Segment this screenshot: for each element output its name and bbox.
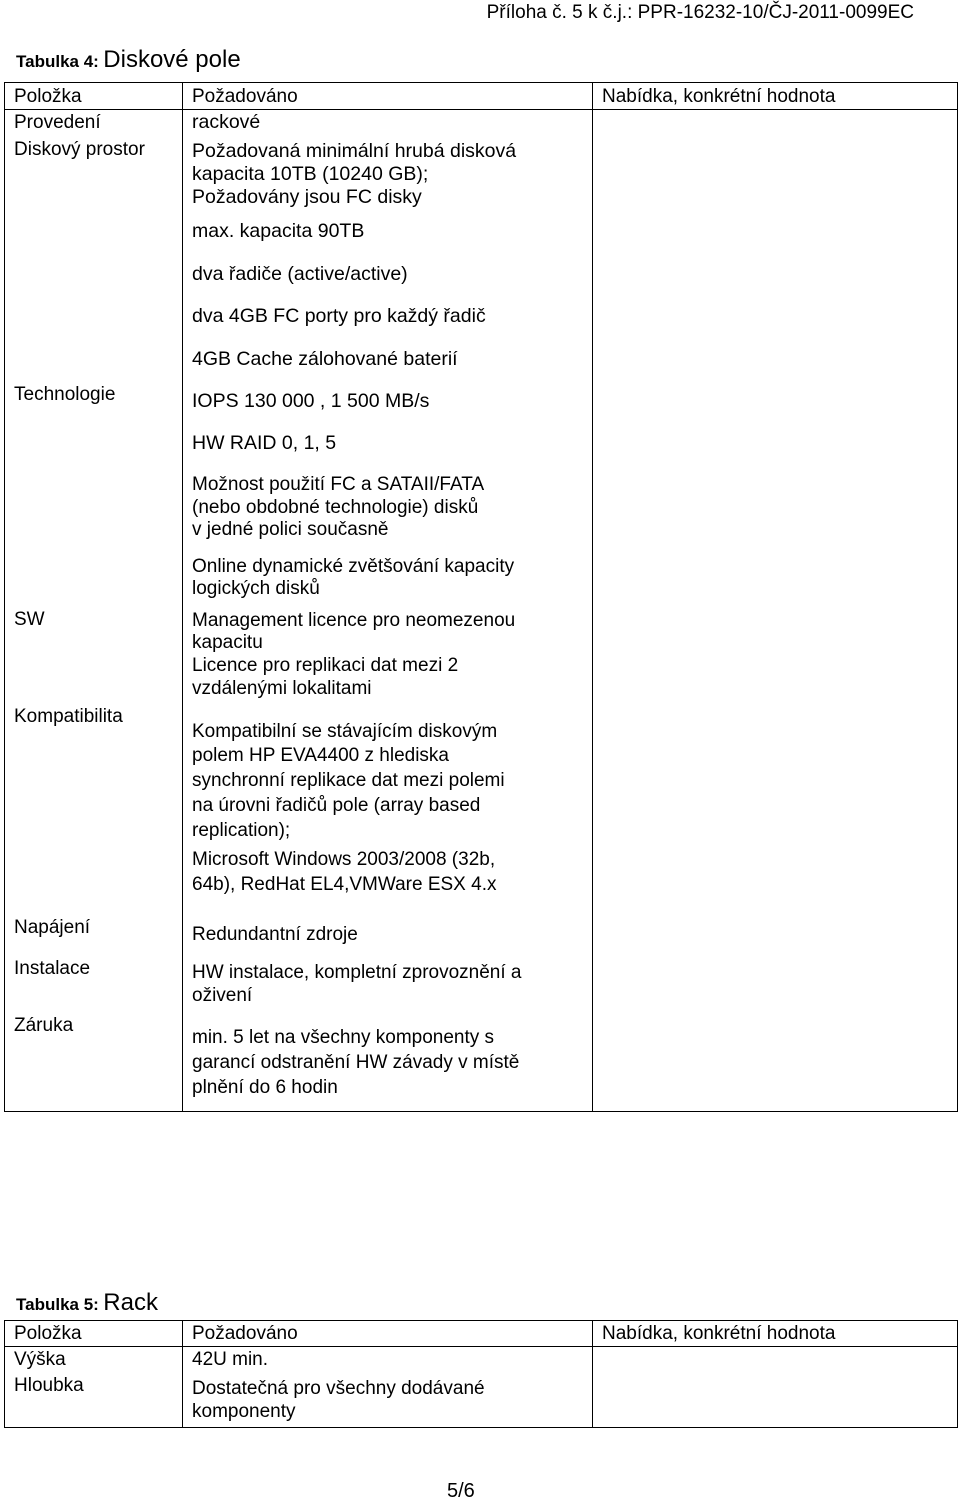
technologie-mixed-disks-line2: (nebo obdobné technologie) disků bbox=[192, 497, 479, 518]
row-hloubka-item: Hloubka bbox=[14, 1375, 84, 1396]
page-number: 5/6 bbox=[447, 1480, 475, 1502]
table4-header-required: Požadováno bbox=[192, 86, 298, 107]
technologie-controllers: dva řadiče (active/active) bbox=[192, 263, 408, 285]
row-provedeni-required: rackové bbox=[192, 111, 261, 133]
table5-caption bbox=[16, 1289, 158, 1317]
kompat-eva-line4: na úrovni řadičů pole (array based bbox=[192, 795, 481, 816]
row-provedeni-item: Provedení bbox=[14, 112, 101, 133]
row-vyska-item: Výška bbox=[14, 1349, 66, 1370]
row-zaruka-required-line3: plnění do 6 hodin bbox=[192, 1077, 338, 1098]
row-napajeni-required: Redundantní zdroje bbox=[192, 924, 358, 945]
table5-caption-prefix: Tabulka 5: bbox=[16, 1295, 99, 1314]
row-hloubka-required-line1: Dostatečná pro všechny dodávané bbox=[192, 1378, 485, 1399]
row-diskovy-required-line3: Požadovány jsou FC disky bbox=[192, 186, 422, 208]
row-diskovy-required-line1: Požadovaná minimální hrubá disková bbox=[192, 140, 517, 162]
sw-management-license-line1: Management licence pro neomezenou bbox=[192, 610, 516, 631]
table5-header-offer: Nabídka, konkrétní hodnota bbox=[602, 1323, 836, 1344]
row-technologie-item: Technologie bbox=[14, 384, 116, 405]
kompat-os-line1: Microsoft Windows 2003/2008 (32b, bbox=[192, 849, 496, 870]
sw-replication-license-line1: Licence pro replikaci dat mezi 2 bbox=[192, 655, 459, 676]
row-zaruka-required-line1: min. 5 let na všechny komponenty s bbox=[192, 1027, 495, 1048]
table5-header-required: Požadováno bbox=[192, 1323, 298, 1344]
row-instalace-item: Instalace bbox=[14, 958, 91, 979]
row-napajeni-item: Napájení bbox=[14, 917, 91, 938]
row-vyska-required: 42U min. bbox=[192, 1349, 269, 1370]
row-diskovy-required-line2: kapacita 10TB (10240 GB); bbox=[192, 163, 429, 185]
technologie-raid: HW RAID 0, 1, 5 bbox=[192, 432, 337, 454]
technologie-mixed-disks-line1: Možnost použití FC a SATAII/FATA bbox=[192, 474, 485, 495]
technologie-capacity: max. kapacita 90TB bbox=[192, 220, 365, 242]
table5-header-item: Položka bbox=[14, 1323, 82, 1344]
row-sw-item: SW bbox=[14, 609, 45, 630]
kompat-os-line2: 64b), RedHat EL4,VMWare ESX 4.x bbox=[192, 874, 497, 895]
table5-rack bbox=[4, 1320, 958, 1428]
sw-online-expansion-line2: logických disků bbox=[192, 578, 320, 599]
kompat-eva-line3: synchronní replikace dat mezi polemi bbox=[192, 770, 505, 791]
row-zaruka-item: Záruka bbox=[14, 1015, 74, 1036]
row-hloubka-required-line2: komponenty bbox=[192, 1401, 296, 1422]
row-diskovy-item: Diskový prostor bbox=[14, 139, 145, 160]
table4-caption-title: Diskové pole bbox=[103, 46, 241, 73]
table5-caption-title: Rack bbox=[103, 1289, 158, 1316]
table4-caption-prefix: Tabulka 4: bbox=[16, 52, 99, 71]
technologie-iops: IOPS 130 000 , 1 500 MB/s bbox=[192, 390, 430, 412]
kompat-eva-line2: polem HP EVA4400 z hlediska bbox=[192, 745, 450, 766]
table4-caption bbox=[16, 46, 241, 74]
table4-header-offer: Nabídka, konkrétní hodnota bbox=[602, 86, 836, 107]
kompat-eva-line5: replication); bbox=[192, 820, 291, 841]
technologie-fc-ports: dva 4GB FC porty pro každý řadič bbox=[192, 305, 486, 327]
table4-header-item: Položka bbox=[14, 86, 82, 107]
row-instalace-required-line2: oživení bbox=[192, 985, 253, 1006]
sw-online-expansion-line1: Online dynamické zvětšování kapacity bbox=[192, 556, 515, 577]
technologie-mixed-disks-line3: v jedné polici současně bbox=[192, 519, 389, 540]
sw-management-license-line2: kapacitu bbox=[192, 632, 263, 653]
row-zaruka-required-line2: garancí odstranění HW závady v místě bbox=[192, 1052, 520, 1073]
table4-disk-array bbox=[4, 82, 958, 1112]
document-reference: Příloha č. 5 k č.j.: PPR-16232-10/ČJ-2011-0099EC bbox=[486, 2, 914, 23]
row-instalace-required-line1: HW instalace, kompletní zprovoznění a bbox=[192, 962, 522, 983]
kompat-eva-line1: Kompatibilní se stávajícím diskovým bbox=[192, 721, 498, 742]
row-kompatibilita-item: Kompatibilita bbox=[14, 706, 123, 727]
sw-replication-license-line2: vzdálenými lokalitami bbox=[192, 678, 372, 699]
technologie-cache: 4GB Cache zálohované baterií bbox=[192, 348, 458, 370]
